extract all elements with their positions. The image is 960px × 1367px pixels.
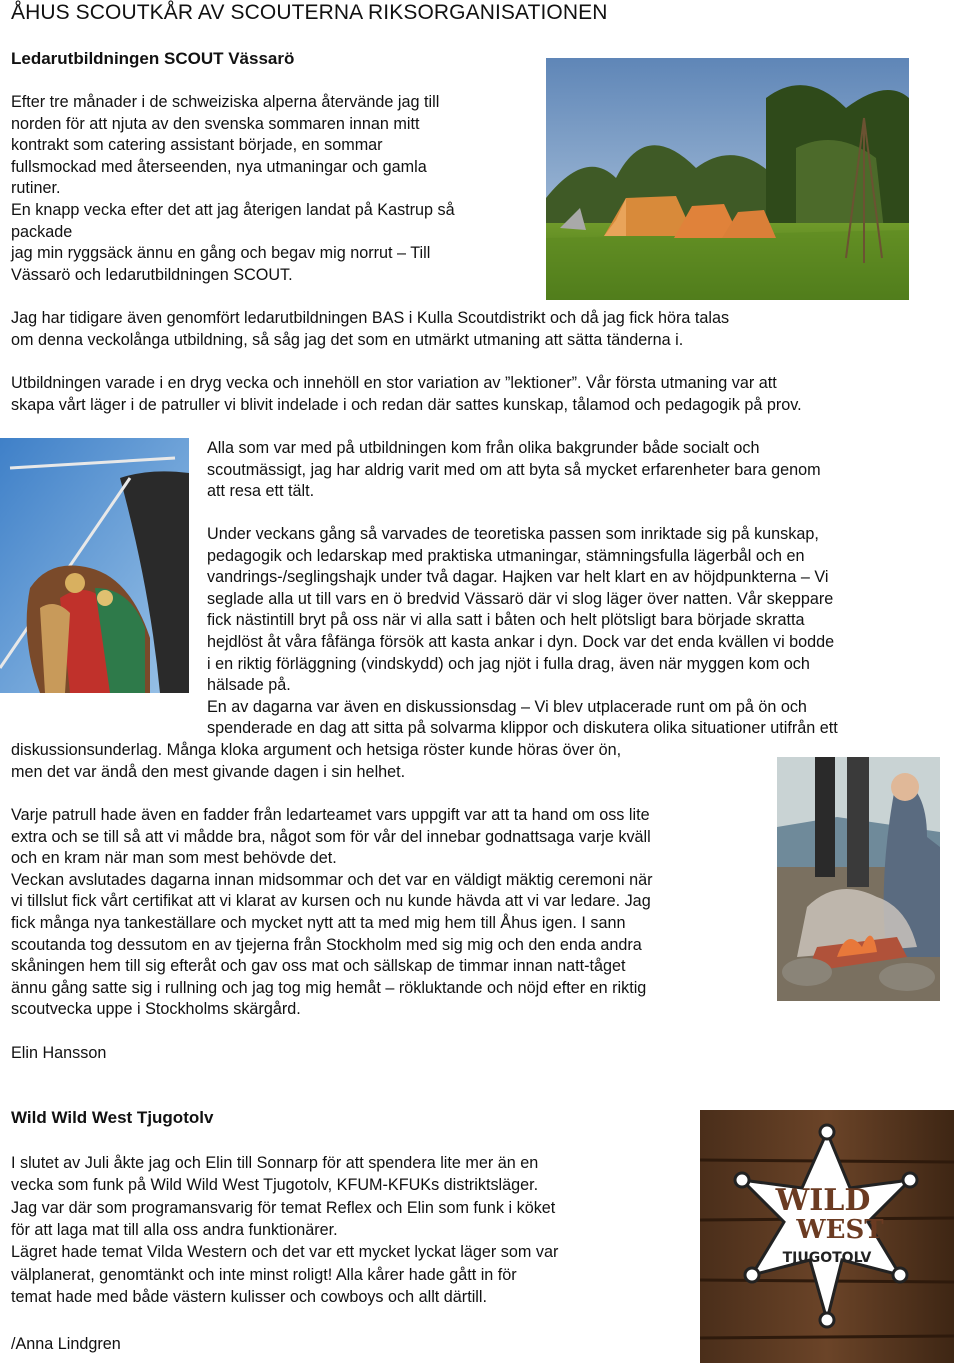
text-line: vi tillslut fick vårt certifikat att vi klarat av kursen och nu kunde hävda att vi var ledare. Jag — [11, 892, 651, 911]
text-line: rutiner. — [11, 179, 61, 198]
text-line: seglade alla ut till vars en ö bredvid Vässarö där vi slog läger över natten. Vår skeppare — [207, 589, 834, 608]
text-line: fick många nya tankeställare och mycket nytt att ta med mig hem till Åhus igen. I sann — [11, 914, 626, 932]
text-line: hejdlöst åt våra fåfänga försök att kasta ankar i dyn. Dock var det enda kvällen vi bodde — [207, 633, 835, 651]
text-line: Vässarö och ledarutbildningen SCOUT. — [11, 265, 293, 284]
text-line: Alla som var med på utbildningen kom från olika bakgrunder både socialt och — [207, 439, 760, 457]
text-line: Jag har tidigare även genomfört ledarutbildningen BAS i Kulla Scoutdistrikt och då jag fick höra talas — [11, 309, 730, 327]
text-line: Varje patrull hade även en fadder från ledarteamet vars uppgift var att ta hand om oss lite — [11, 806, 650, 824]
text-line: kontrakt som catering assistant började, en sommar — [11, 136, 383, 155]
tents-photo-icon — [546, 58, 909, 300]
article-heading-vassaro: Ledarutbildningen SCOUT Vässarö — [11, 49, 295, 68]
text-line: skapa vårt läger i de patruller vi blivit indelade i och redan där sattes kunskap, tålamod och pedagogik på prov. — [11, 395, 802, 414]
text-line: Jag var där som programansvarig för temat Reflex och Elin som funk i köket — [11, 1198, 556, 1217]
text-line: spenderade en dag att sitta på solvarma klippor och diskutera olika situationer utifrån ett — [207, 719, 838, 738]
text-line: pedagogik och ledarskap med praktiska utmaningar, stämningsfulla lägerbål och en — [207, 546, 805, 565]
text-line: Utbildningen varade i en dryg vecka och innehöll en stor variation av ”lektioner”. Vår första utmaning var att — [11, 374, 777, 392]
text-line: En knapp vecka efter det att jag återigen landat på Kastrup så — [11, 201, 455, 219]
text-line: att resa ett tält. — [207, 482, 315, 501]
text-line: scoutanda tog dessutom en av tjejerna från Stockholm med sig mig och den enda andra — [11, 935, 642, 954]
text-line: temat hade med både västern kulisser och cowboys och allt därtill. — [11, 1287, 487, 1306]
text-line: vecka som funk på Wild Wild West Tjugotolv, KFUM-KFUKs distriktsläger. — [11, 1176, 539, 1195]
text-line: Efter tre månader i de schweiziska alperna återvände jag till — [11, 93, 440, 111]
text-line: scoutvecka uppe i Stockholms skärgård. — [11, 1000, 301, 1019]
text-line: En av dagarna var även en diskussionsdag – Vi blev utplacerade runt om på ön och — [207, 697, 807, 716]
logo-text-mid: WEST — [796, 1215, 884, 1245]
text-line: för att laga mat till alla oss andra funktionärer. — [11, 1220, 338, 1239]
text-line: fullsmockad med återseenden, nya utmaningar och gamla — [11, 157, 427, 176]
text-line: i en riktig förläggning (vindskydd) och jag njöt i fulla drag, även när myggen kom och — [207, 654, 810, 673]
text-line: Under veckans gång så varvades de teoretiska passen som inriktade sig på kunskap, — [207, 525, 819, 543]
page-title: ÅHUS SCOUTKÅR AV SCOUTERNA RIKSORGANISATIONEN — [11, 1, 608, 24]
text-line: ännu gång satte sig i rullning och jag tog mig hemåt – rökluktande och nöjd efter en riktig — [11, 978, 647, 997]
article-heading-wild-west: Wild Wild West Tjugotolv — [11, 1108, 214, 1127]
flags-photo-icon — [0, 438, 189, 693]
text-line: hälsade på. — [207, 676, 291, 695]
text-line: fick nästintill bryt på oss när vi alla satt i båten och helt plötsligt bara började skratta — [207, 611, 805, 630]
text-line: I slutet av Juli åkte jag och Elin till Sonnarp för att spendera lite mer än en — [11, 1154, 539, 1172]
text-line: vandrings-/seglingshajk under två dagar. Hajken var helt klart en av höjdpunkterna – Vi — [207, 568, 829, 587]
campfire-photo-icon — [777, 757, 940, 1001]
text-line: jag min ryggsäck ännu en gång och begav mig norrut – Till — [11, 244, 431, 263]
author-elin: Elin Hansson — [11, 1044, 107, 1062]
text-line: om denna veckolånga utbildning, så såg jag det som en utmärkt utmaning att sätta tänderna i. — [11, 330, 684, 349]
text-line: scoutmässigt, jag har aldrig varit med om att byta så mycket erfarenheter bara genom — [207, 460, 821, 479]
text-line: välplanerat, genomtänkt och inte minst roligt! Alla kårer hade gått in för — [11, 1265, 517, 1284]
text-line: extra och se till så att vi mådde bra, något som för vår del innebar godnattsaga varje kväll — [11, 827, 651, 846]
text-line: diskussionsunderlag. Många kloka argument och hetsiga röster kunde höras över ön, — [11, 741, 622, 759]
sheriff-star-logo-icon — [700, 1110, 954, 1363]
text-line: skåningen hem till sig efteråt och gav oss mat och sällskap de timmar innan natt-tåget — [11, 957, 626, 976]
text-line: och en kram när man som mest behövde det. — [11, 849, 337, 868]
text-line: Veckan avslutades dagarna innan midsommar och det var en väldigt mäktig ceremoni när — [11, 870, 653, 889]
text-line: packade — [11, 222, 73, 241]
logo-text-top: WILD — [775, 1183, 871, 1218]
text-line: norden för att njuta av den svenska sommaren innan mitt — [11, 114, 420, 133]
author-anna: /Anna Lindgren — [11, 1335, 121, 1353]
text-line: Lägret hade temat Vilda Western och det var ett mycket lyckat läger som var — [11, 1243, 559, 1262]
text-line: men det var ändå den mest givande dagen i sin helhet. — [11, 762, 406, 781]
logo-text-bottom: TJUGOTOLV — [782, 1250, 872, 1266]
